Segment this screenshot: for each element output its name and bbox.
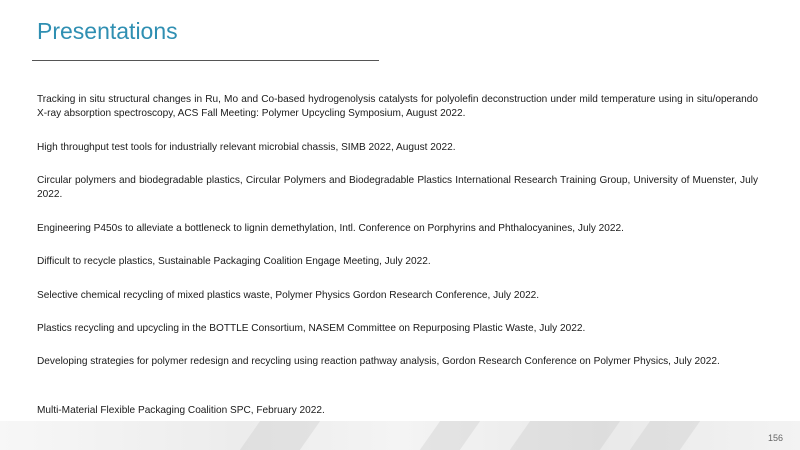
presentation-item: Selective chemical recycling of mixed plastics waste, Polymer Physics Gordon Research Conference, July 2022.: [37, 290, 540, 301]
presentation-item: Tracking in situ structural changes in Ru, Mo and Co-based hydrogenolysis catalysts for polyolefin deconstruction under mild temperature using in situ/operando X-ray absorption spectroscopy, ACS Fall Meeting: Polymer Upcycling Symposium, August 2022.: [37, 94, 758, 119]
footer-shade: [510, 421, 620, 450]
presentation-item: Multi-Material Flexible Packaging Coalition SPC, February 2022.: [37, 405, 325, 416]
footer-shade: [240, 421, 320, 450]
presentation-item: Circular polymers and biodegradable plastics, Circular Polymers and Biodegradable Plastics International Research Training Group, University of Muenster, July 2022.: [37, 175, 758, 200]
presentation-item: Plastics recycling and upcycling in the BOTTLE Consortium, NASEM Committee on Repurposing Plastic Waste, July 2022.: [37, 323, 586, 334]
title-divider: [32, 60, 379, 61]
footer-shade: [420, 421, 480, 450]
presentation-item: High throughput test tools for industrially relevant microbial chassis, SIMB 2022, August 2022.: [37, 142, 456, 153]
slide-title: Presentations: [37, 18, 178, 44]
footer-shade: [630, 421, 700, 450]
presentation-item: Engineering P450s to alleviate a bottleneck to lignin demethylation, Intl. Conference on Porphyrins and Phthalocyanines, July 2022.: [37, 223, 624, 234]
page-number: 156: [767, 433, 783, 443]
presentation-item: Difficult to recycle plastics, Sustainable Packaging Coalition Engage Meeting, July 2022.: [37, 256, 431, 267]
footer-decoration: [0, 421, 800, 450]
presentation-item: Developing strategies for polymer redesign and recycling using reaction pathway analysis, Gordon Research Conference on Polymer Physics, July 2022.: [37, 356, 720, 367]
